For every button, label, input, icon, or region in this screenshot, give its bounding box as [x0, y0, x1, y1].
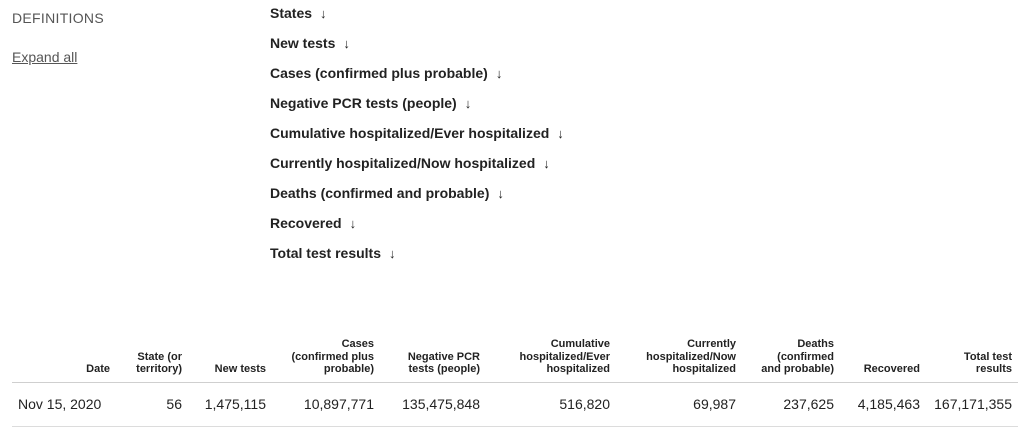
arrow-down-icon: ↓ — [557, 126, 564, 141]
arrow-down-icon: ↓ — [343, 36, 350, 51]
definitions-heading: DEFINITIONS — [12, 10, 104, 26]
definition-deaths[interactable] — [270, 185, 504, 201]
definition-label: Cases (confirmed plus probable) — [270, 65, 488, 81]
cell-deaths: 237,625 — [742, 382, 840, 426]
header-line: New tests — [214, 363, 266, 375]
definition-label: Cumulative hospitalized/Ever hospitalized — [270, 125, 550, 141]
cell-currently-hospitalized: 69,987 — [616, 382, 742, 426]
header-line: (confirmed — [777, 350, 834, 363]
definition-label: Recovered — [270, 215, 342, 231]
arrow-down-icon: ↓ — [543, 156, 550, 171]
header-line: Total test — [963, 350, 1012, 363]
header-line: hospitalized/Ever — [519, 350, 610, 363]
header-line: Date — [86, 363, 110, 375]
definition-states[interactable] — [270, 5, 327, 21]
definition-label: States — [270, 5, 313, 21]
expand-all-link[interactable]: Expand all — [12, 49, 78, 65]
column-header-date[interactable] — [12, 338, 116, 382]
header-line: territory) — [136, 363, 182, 375]
cell-new-tests: 1,475,115 — [188, 382, 272, 426]
header-line: Cumulative — [550, 338, 610, 350]
data-table — [12, 338, 1018, 427]
column-header-total-test-results[interactable] — [926, 338, 1018, 382]
definition-label: Total test results — [270, 245, 381, 261]
header-line: State (or — [137, 350, 182, 363]
header-line: Currently — [687, 338, 736, 350]
arrow-down-icon: ↓ — [389, 246, 396, 261]
cell-recovered: 4,185,463 — [840, 382, 926, 426]
header-line: results — [975, 363, 1012, 375]
definition-cumulative-hospitalized[interactable] — [270, 125, 564, 141]
header-line: tests (people) — [408, 363, 480, 375]
arrow-down-icon: ↓ — [320, 6, 327, 21]
definition-label: New tests — [270, 35, 336, 51]
definition-cases[interactable] — [270, 65, 502, 81]
definition-currently-hospitalized[interactable] — [270, 155, 550, 171]
column-header-currently-hospitalized[interactable] — [616, 338, 742, 382]
column-header-deaths[interactable] — [742, 338, 840, 382]
header-line: Recovered — [863, 363, 920, 375]
cell-cumulative-hospitalized: 516,820 — [486, 382, 616, 426]
table-header-row — [12, 338, 1018, 382]
column-header-recovered[interactable] — [840, 338, 926, 382]
column-header-negative-pcr[interactable] — [380, 338, 486, 382]
column-header-new-tests[interactable] — [188, 338, 272, 382]
header-line: and probable) — [761, 363, 834, 375]
column-header-state[interactable] — [116, 338, 188, 382]
arrow-down-icon: ↓ — [349, 216, 357, 231]
header-line: hospitalized — [672, 363, 736, 375]
definition-negative-pcr[interactable] — [270, 95, 471, 111]
header-line: Negative PCR — [407, 350, 480, 363]
cell-total-test-results: 167,171,355 — [926, 382, 1018, 426]
header-line: probable) — [323, 363, 374, 375]
header-line: hospitalized — [546, 363, 610, 375]
header-line: Deaths — [797, 338, 834, 350]
header-line: Cases — [341, 338, 374, 350]
definition-label: Currently hospitalized/Now hospitalized — [270, 155, 536, 171]
header-line: hospitalized/Now — [646, 350, 736, 363]
column-header-cumulative-hospitalized[interactable] — [486, 338, 616, 382]
cell-cases: 10,897,771 — [272, 382, 380, 426]
cell-negative-pcr: 135,475,848 — [380, 382, 486, 426]
arrow-down-icon: ↓ — [495, 66, 503, 81]
definition-label: Negative PCR tests (people) — [270, 95, 457, 111]
header-line: (confirmed plus — [291, 350, 374, 363]
cell-date: Nov 15, 2020 — [12, 382, 116, 426]
definition-total-test-results[interactable] — [270, 245, 396, 261]
column-header-cases[interactable] — [272, 338, 380, 382]
definition-new-tests[interactable] — [270, 35, 350, 51]
table-row — [12, 382, 1018, 426]
definition-label: Deaths (confirmed and probable) — [270, 185, 490, 201]
arrow-down-icon: ↓ — [464, 96, 472, 111]
cell-states: 56 — [116, 382, 188, 426]
arrow-down-icon: ↓ — [497, 186, 504, 201]
definition-recovered[interactable] — [270, 215, 356, 231]
